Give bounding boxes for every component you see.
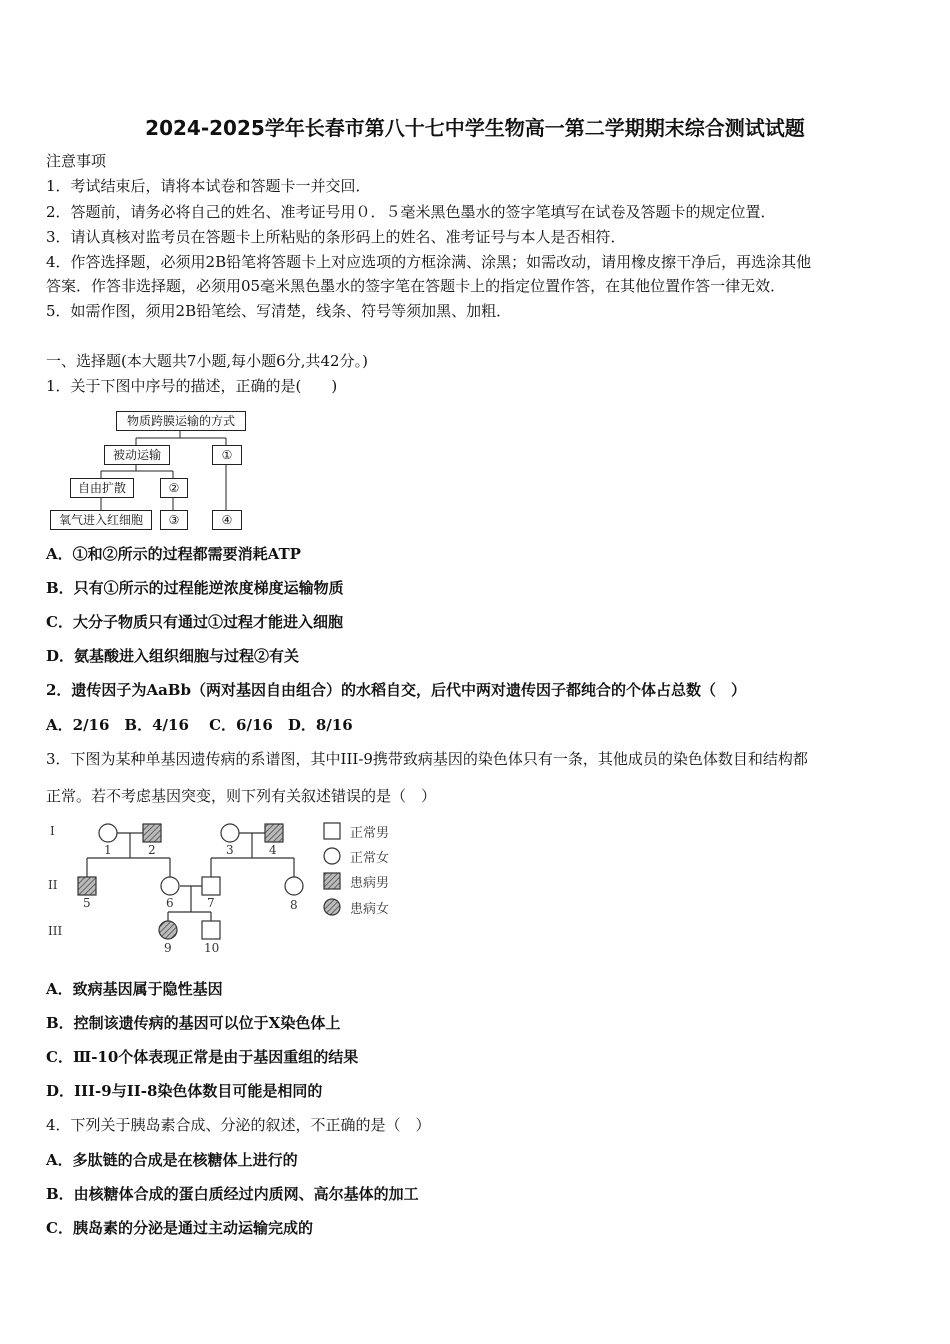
legend-normal-male-icon [324,823,340,839]
notice-item-5: 5．如需作图，须用2B铅笔绘、写清楚，线条、符号等须加黑、加粗． [46,302,512,320]
gen-label-III: III [48,924,63,938]
diagram-n4-box: ④ [212,510,242,530]
diagram-n3-box: ③ [160,510,188,530]
pedigree-I-1 [99,824,117,842]
q2-stem: 2．遗传因子为AaBb（两对基因自由组合）的水稻自交，后代中两对遗传因子都纯合的个体占总数（ ） [46,681,746,699]
gen-label-I: I [50,824,55,838]
diagram-n2-box: ② [160,478,188,498]
q2-options: A．2/16 B．4/16 C．6/16 D．8/16 [46,716,353,734]
pedigree-II-5 [78,877,96,895]
legend-normal-female: 正常女 [350,851,390,866]
q4-option-a: A．多肽链的合成是在核糖体上进行的 [46,1151,298,1169]
ped-id-10: 10 [204,941,220,955]
ped-id-1: 1 [104,843,112,857]
section-heading: 一、选择题(本大题共7小题,每小题6分,共42分。) [46,352,368,370]
ped-id-3: 3 [226,843,234,857]
legend-affected-female: 患病女 [350,902,390,917]
ped-id-8: 8 [290,898,298,912]
notice-heading: 注意事项 [46,152,107,170]
diagram-passive-box: 被动运输 [104,445,170,465]
q3-stem-line1: 3．下图为某种单基因遗传病的系谱图，其中III-9携带致病基因的染色体只有一条，其他成员的染色体数目和结构都 [46,750,808,768]
q1-option-a: A．①和②所示的过程都需要消耗ATP [46,545,301,563]
q3-stem-line2: 正常。若不考虑基因突变，则下列有关叙述错误的是（ ） [46,787,437,805]
diagram-n1-box: ① [212,445,242,465]
pedigree-II-7 [202,877,220,895]
legend-normal-female-icon [324,848,340,864]
pedigree-I-4 [265,824,283,842]
q1-stem: 1．关于下图中序号的描述，正确的是( ) [46,377,338,395]
legend-normal-male: 正常男 [350,826,390,841]
q4-option-b: B．由核糖体合成的蛋白质经过内质网、高尔基体的加工 [46,1185,419,1203]
pedigree-I-2 [143,824,161,842]
legend-affected-male: 患病男 [350,876,390,891]
q1-option-d: D．氨基酸进入组织细胞与过程②有关 [46,647,300,665]
notice-item-3: 3．请认真核对监考员在答题卡上所粘贴的条形码上的姓名、准考证号与本人是否相符． [46,228,626,246]
ped-id-5: 5 [83,896,91,910]
legend-affected-male-icon [324,873,340,889]
diagram-root-box: 物质跨膜运输的方式 [116,411,246,431]
q3-option-d: D．III-9与II-8染色体数目可能是相同的 [46,1082,323,1100]
ped-id-9: 9 [164,941,172,955]
q1-option-b: B．只有①所示的过程能逆浓度梯度运输物质 [46,579,344,597]
pedigree-I-3 [221,824,239,842]
q1-option-c: C．大分子物质只有通过①过程才能进入细胞 [46,613,343,631]
gen-label-II: II [48,878,58,892]
ped-id-6: 6 [166,896,174,910]
ped-id-2: 2 [148,843,156,857]
q3-option-c: C．Ⅲ-10个体表现正常是由于基因重组的结果 [46,1048,359,1066]
q4-stem: 4．下列关于胰岛素合成、分泌的叙述，不正确的是（ ） [46,1116,431,1134]
pedigree-II-6 [161,877,179,895]
page-title: 2024-2025学年长春市第八十七中学生物高一第二学期期末综合测试试题 [145,116,805,140]
ped-id-4: 4 [269,843,277,857]
pedigree-II-8 [285,877,303,895]
notice-item-2: 2．答题前，请务必将自己的姓名、准考证号用０．５毫米黑色墨水的签字笔填写在试卷及答题卡的规定位置． [46,203,776,221]
q4-option-c: C．胰岛素的分泌是通过主动运输完成的 [46,1219,313,1237]
diagram-oxygen-box: 氧气进入红细胞 [50,510,152,530]
ped-id-7: 7 [207,896,215,910]
pedigree-III-10 [202,921,220,939]
q3-option-b: B．控制该遗传病的基因可以位于X染色体上 [46,1014,341,1032]
legend-affected-female-icon [324,899,340,915]
pedigree-III-9 [159,921,177,939]
diagram-free-diffusion-box: 自由扩散 [70,478,134,498]
q3-option-a: A．致病基因属于隐性基因 [46,980,223,998]
notice-item-4-cont: 答案．作答非选择题，必须用05毫米黑色墨水的签字笔在答题卡上的指定位置作答，在其他位置作答一律无效． [46,277,786,295]
notice-item-1: 1．考试结束后，请将本试卷和答题卡一并交回． [46,177,371,195]
notice-item-4: 4．作答选择题，必须用2B铅笔将答题卡上对应选项的方框涂满、涂黑；如需改动，请用橡皮擦干净后，再选涂其他 [46,253,812,271]
